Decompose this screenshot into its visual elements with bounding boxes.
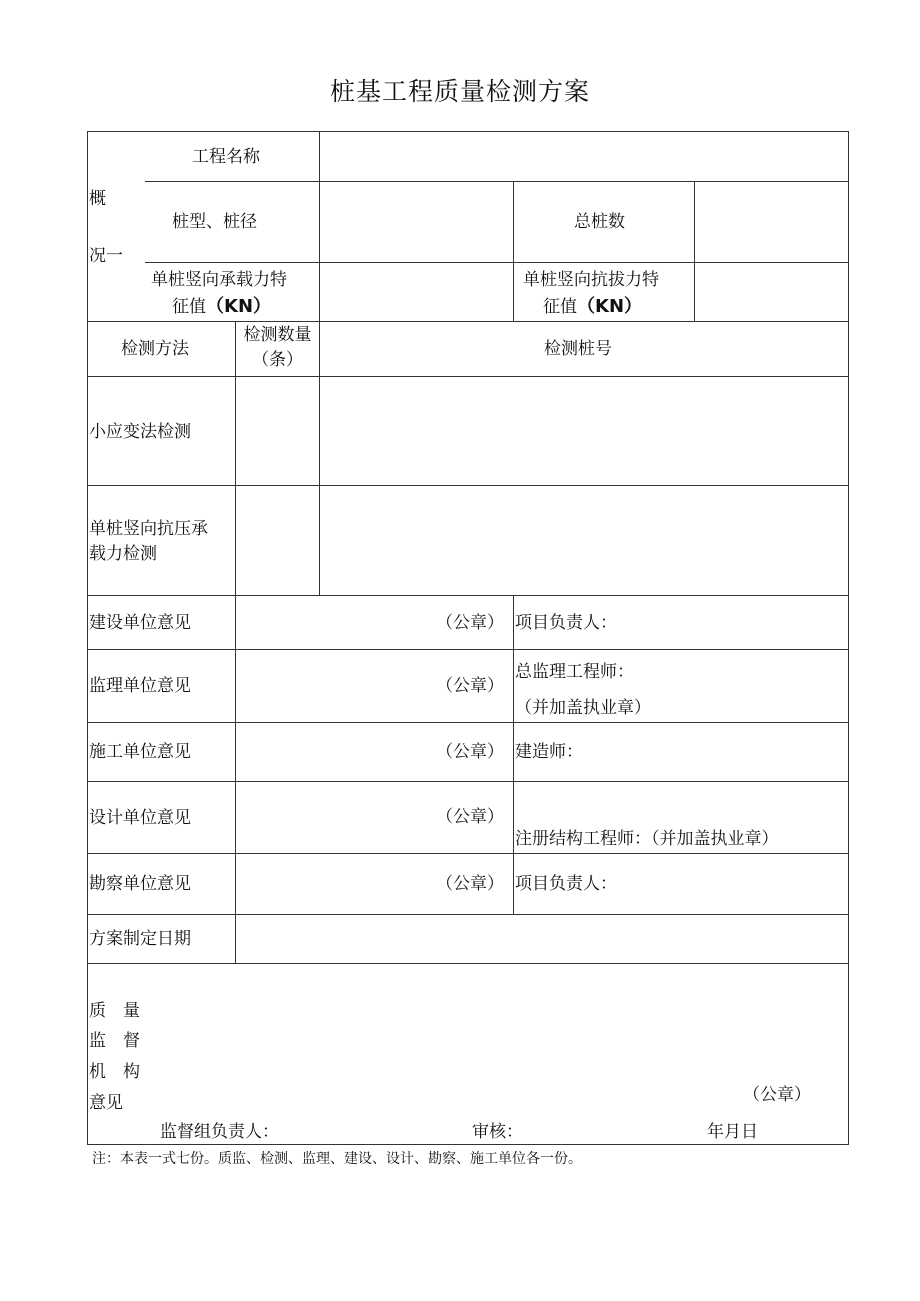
pile-type-label: 桩型、桩径 [172, 212, 257, 232]
col-rule [513, 595, 514, 915]
table-border-right [848, 131, 849, 1145]
stamp-note: （并加盖执业章） [515, 698, 651, 718]
col-rule [319, 321, 320, 595]
design-unit-label: 设计单位意见 [89, 808, 191, 828]
row-rule [87, 376, 849, 377]
col-rule [513, 181, 514, 322]
total-piles-label: 总桩数 [574, 212, 625, 232]
construction-unit-seal: （公章） [436, 613, 504, 633]
count-header-line1: 检测数量 [243, 325, 312, 345]
date-label: 年月日 [707, 1122, 758, 1142]
project-name-label: 工程名称 [192, 147, 260, 167]
row-rule [87, 321, 849, 322]
page-title: 桩基工程质量检测方案 [329, 77, 590, 106]
overview-label-bottom: 况一 [89, 246, 123, 266]
col-rule [694, 181, 695, 322]
method-header: 检测方法 [121, 339, 189, 359]
compression-label-line2: 载力检测 [89, 544, 157, 564]
design-unit-seal: （公章） [436, 807, 504, 827]
row-rule [87, 914, 849, 915]
table-border-top [87, 131, 849, 132]
survey-unit-label: 勘察单位意见 [89, 874, 191, 894]
compression-label-line1: 单桩竖向抗压承 [89, 519, 208, 539]
overview-label-top: 概 [89, 189, 106, 209]
bearing-capacity-unit: （KN） [206, 296, 272, 317]
row-rule [145, 262, 849, 263]
row-rule [87, 722, 849, 723]
footnote: 注：本表一式七份。质监、检测、监理、建设、设计、勘察、施工单位各一份。 [92, 1151, 582, 1167]
supervision-unit-seal: （公章） [436, 676, 504, 696]
chief-supervisor-label: 总监理工程师： [515, 662, 634, 682]
quality-label-line1: 质 量 [89, 1001, 140, 1021]
pullout-capacity-label-line2 [543, 296, 642, 318]
pullout-capacity-label-text: 征值 [543, 297, 577, 317]
low-strain-label: 小应变法检测 [89, 422, 191, 442]
bearing-capacity-label-line1: 单桩竖向承载力特 [151, 270, 287, 290]
pullout-capacity-unit: （KN） [577, 296, 643, 317]
bearing-capacity-label-text: 征值 [172, 297, 206, 317]
row-rule [87, 649, 849, 650]
count-header-line2: （条） [252, 350, 303, 370]
builder-unit-seal: （公章） [436, 742, 504, 762]
row-rule [87, 595, 849, 596]
table-border-left [87, 131, 88, 1145]
survey-leader-label: 项目负责人： [515, 874, 617, 894]
review-label: 审核： [472, 1122, 523, 1142]
builder-unit-label: 施工单位意见 [89, 742, 191, 762]
row-rule [87, 853, 849, 854]
plan-date-label: 方案制定日期 [89, 929, 191, 949]
col-rule [235, 595, 236, 964]
survey-unit-seal: （公章） [436, 874, 504, 894]
table-border-bottom [87, 1144, 849, 1145]
project-leader-label: 项目负责人： [515, 613, 617, 633]
quality-label-line3: 机 构 [89, 1062, 140, 1082]
row-rule [87, 485, 849, 486]
row-rule [145, 181, 849, 182]
bearing-capacity-label-line2 [172, 296, 271, 318]
quality-seal: （公章） [743, 1085, 811, 1105]
pullout-capacity-label-line1: 单桩竖向抗拔力特 [523, 270, 659, 290]
supervision-unit-label: 监理单位意见 [89, 676, 191, 696]
pile-no-header: 检测桩号 [544, 339, 612, 359]
col-rule [319, 131, 320, 322]
structural-engineer-label: 注册结构工程师：（并加盖执业章） [515, 829, 779, 849]
row-rule [87, 963, 849, 964]
row-rule [87, 781, 849, 782]
group-leader-label: 监督组负责人： [160, 1122, 279, 1142]
quality-label-line4: 意见 [89, 1093, 123, 1113]
constructor-label: 建造师： [515, 742, 583, 762]
construction-unit-label: 建设单位意见 [89, 613, 191, 633]
quality-label-line2: 监 督 [89, 1031, 140, 1051]
